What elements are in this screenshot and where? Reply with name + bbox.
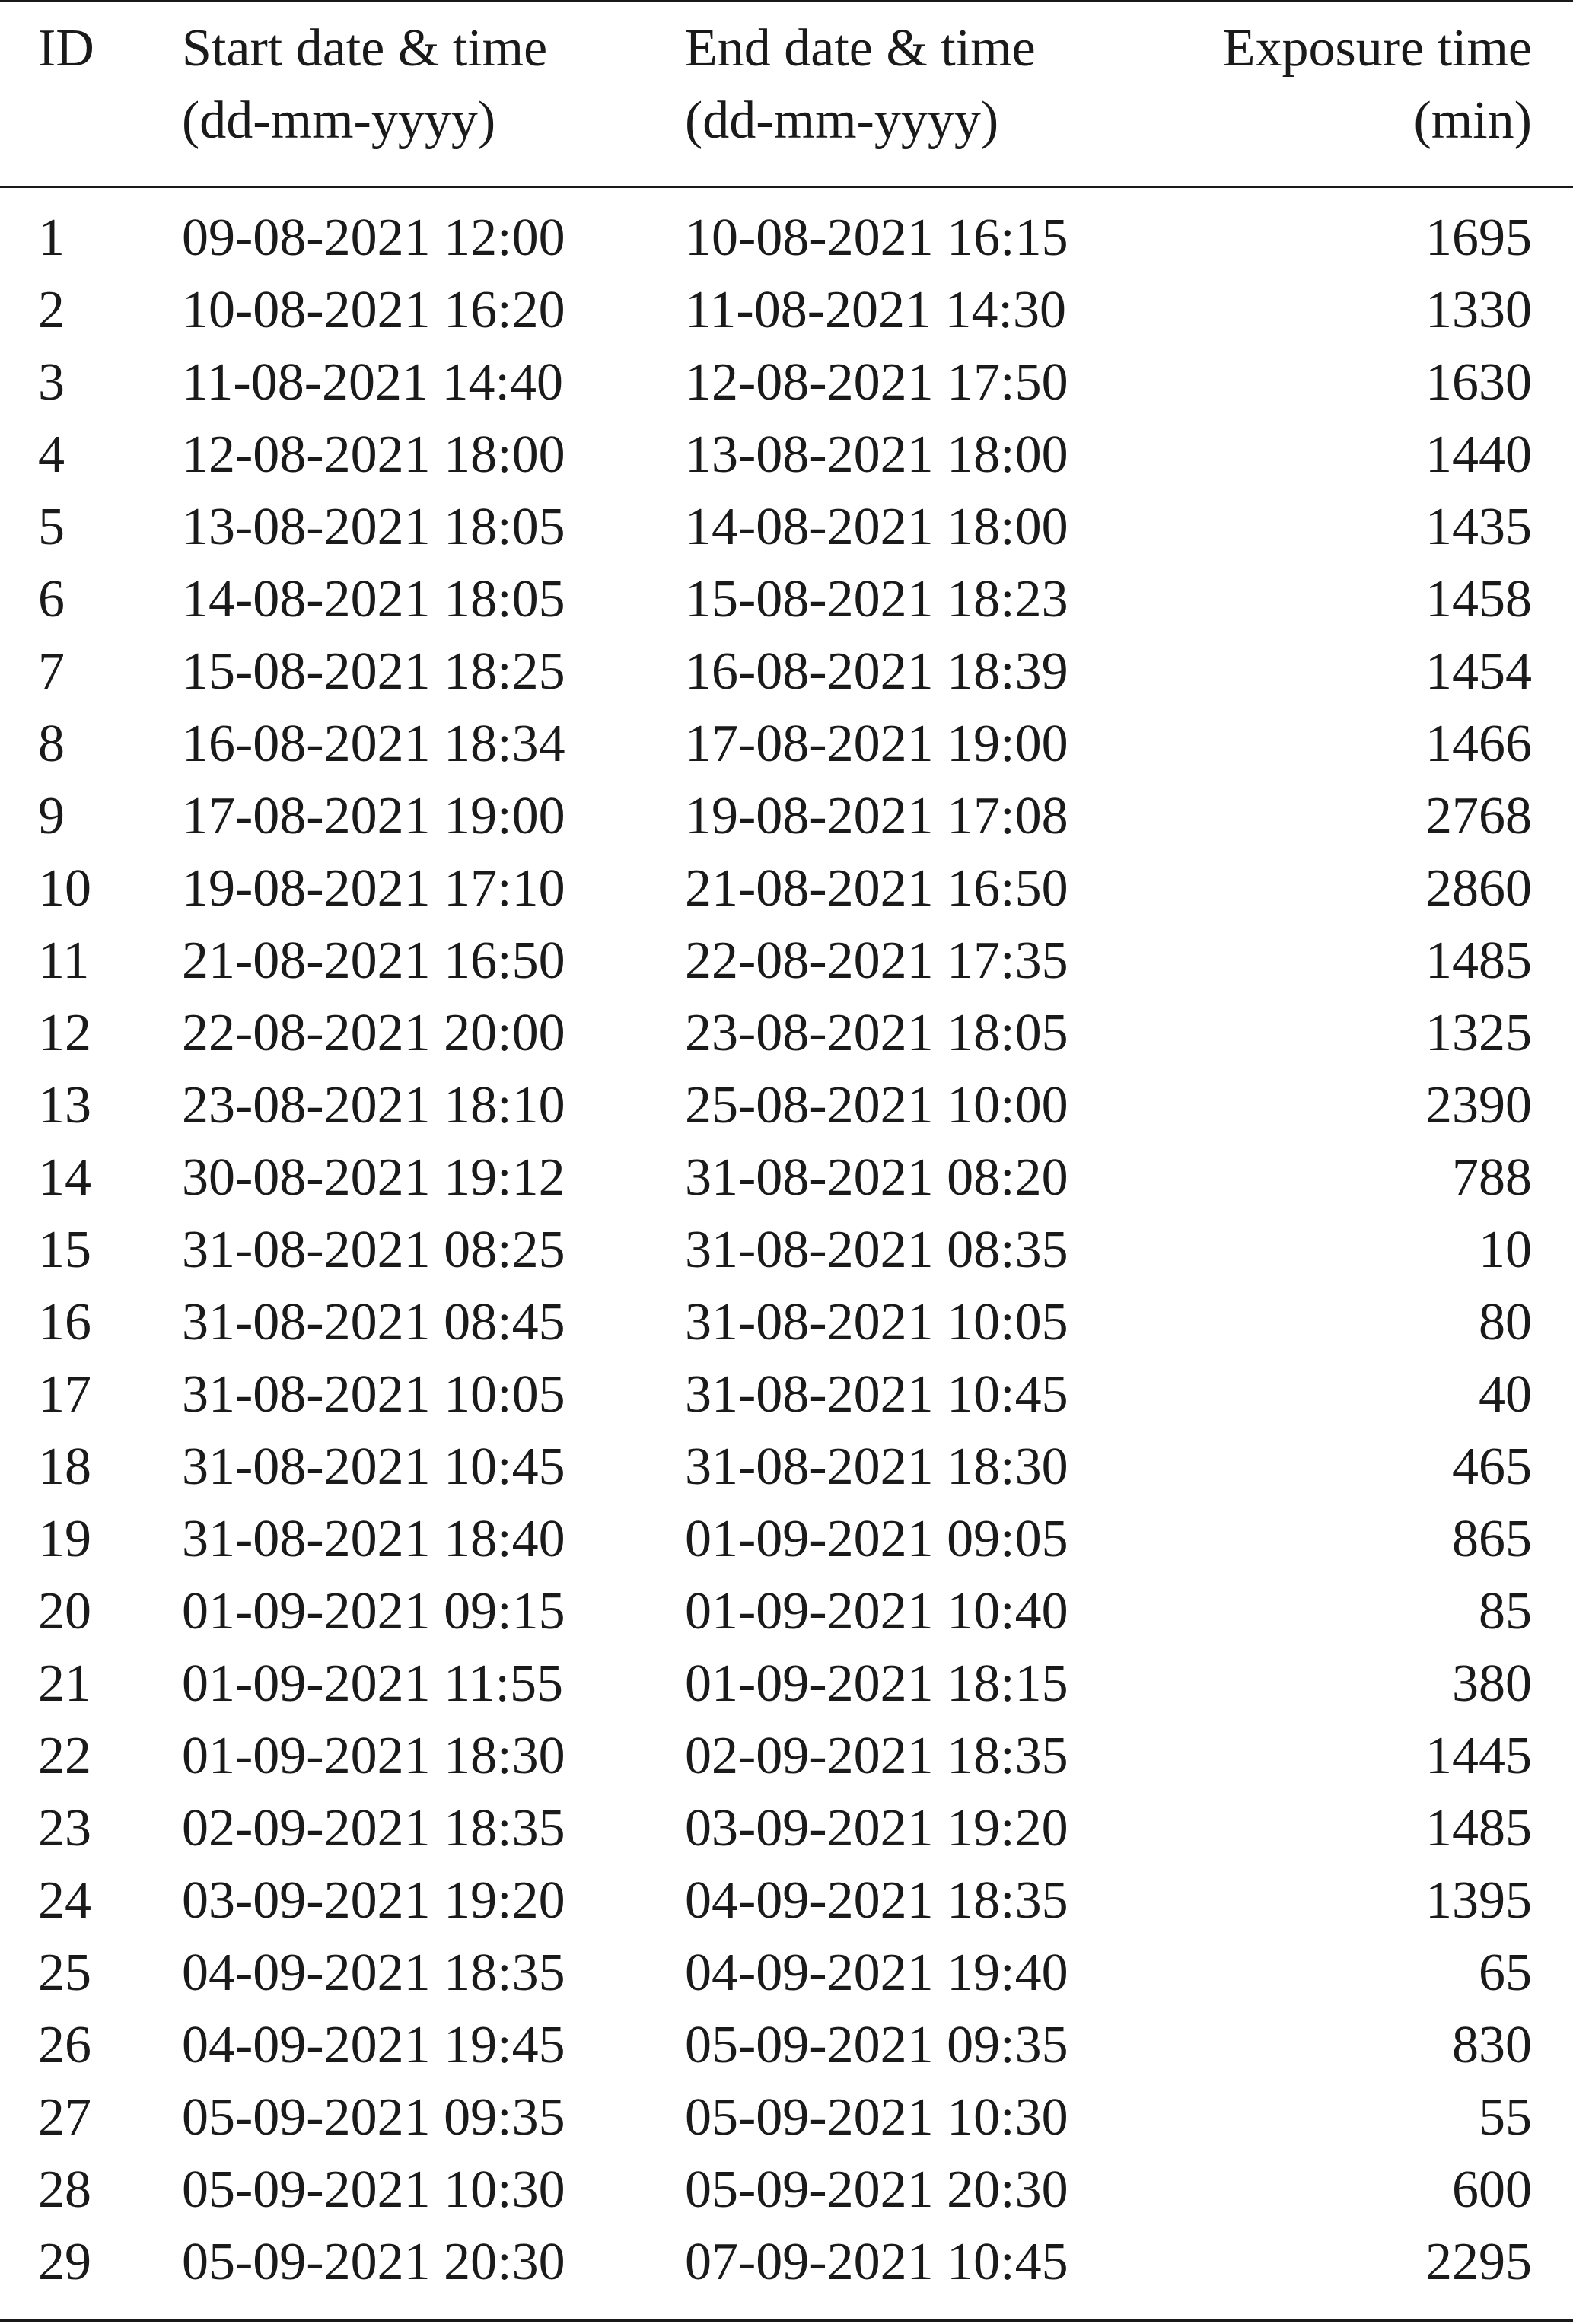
cell-end-datetime: 31-08-2021 08:20 [685, 1148, 1068, 1207]
cell-end-datetime: 31-08-2021 10:45 [685, 1365, 1068, 1424]
cell-exposure-time: 1458 [1425, 570, 1532, 629]
table-row [0, 1214, 1573, 1286]
cell-exposure-time: 1630 [1425, 353, 1532, 412]
cell-end-datetime: 07-09-2021 10:45 [685, 2233, 1068, 2291]
cell-exposure-time: 1440 [1425, 425, 1532, 484]
header-id [38, 12, 94, 84]
header-separator-rule [0, 186, 1573, 188]
cell-start-datetime: 17-08-2021 19:00 [182, 787, 565, 845]
table-row [0, 2226, 1573, 2298]
table-row [0, 202, 1573, 274]
cell-id: 10 [38, 859, 91, 918]
cell-start-datetime: 04-09-2021 18:35 [182, 1944, 565, 2002]
table-row [0, 997, 1573, 1069]
cell-id: 7 [38, 642, 65, 701]
cell-end-datetime: 25-08-2021 10:00 [685, 1076, 1068, 1135]
cell-start-datetime: 05-09-2021 10:30 [182, 2160, 565, 2219]
cell-id: 5 [38, 498, 65, 556]
header-start-date [182, 12, 547, 157]
cell-exposure-time: 10 [1479, 1221, 1532, 1279]
table-row [0, 1575, 1573, 1647]
cell-end-datetime: 05-09-2021 20:30 [685, 2160, 1068, 2219]
cell-end-datetime: 14-08-2021 18:00 [685, 498, 1068, 556]
cell-start-datetime: 12-08-2021 18:00 [182, 425, 565, 484]
cell-exposure-time: 1325 [1425, 1004, 1532, 1062]
cell-end-datetime: 22-08-2021 17:35 [685, 931, 1068, 990]
cell-exposure-time: 788 [1452, 1148, 1532, 1207]
table-row [0, 1069, 1573, 1141]
cell-id: 13 [38, 1076, 91, 1135]
cell-start-datetime: 02-09-2021 18:35 [182, 1799, 565, 1858]
cell-exposure-time: 465 [1452, 1437, 1532, 1496]
cell-end-datetime: 13-08-2021 18:00 [685, 425, 1068, 484]
cell-id: 18 [38, 1437, 91, 1496]
cell-start-datetime: 21-08-2021 16:50 [182, 931, 565, 990]
table-header [0, 12, 1573, 164]
header-end-date [685, 12, 1036, 157]
table-row [0, 563, 1573, 635]
table-row [0, 925, 1573, 997]
table-row [0, 635, 1573, 708]
cell-start-datetime: 23-08-2021 18:10 [182, 1076, 565, 1135]
table-row [0, 2154, 1573, 2226]
table-row [0, 1647, 1573, 1720]
cell-id: 15 [38, 1221, 91, 1279]
cell-start-datetime: 04-09-2021 19:45 [182, 2016, 565, 2074]
cell-id: 6 [38, 570, 65, 629]
cell-start-datetime: 15-08-2021 18:25 [182, 642, 565, 701]
cell-start-datetime: 10-08-2021 16:20 [182, 281, 565, 339]
cell-end-datetime: 11-08-2021 14:30 [685, 281, 1066, 339]
table-row [0, 1720, 1573, 1792]
cell-exposure-time: 830 [1452, 2016, 1532, 2074]
table-top-rule [0, 0, 1573, 2]
cell-exposure-time: 40 [1479, 1365, 1532, 1424]
cell-id: 1 [38, 209, 65, 267]
cell-end-datetime: 23-08-2021 18:05 [685, 1004, 1068, 1062]
cell-id: 9 [38, 787, 65, 845]
table-row [0, 780, 1573, 852]
table-bottom-rule [0, 2319, 1573, 2322]
cell-start-datetime: 03-09-2021 19:20 [182, 1871, 565, 1930]
table-row [0, 419, 1573, 491]
table-body [0, 202, 1573, 2298]
cell-exposure-time: 2390 [1425, 1076, 1532, 1135]
cell-end-datetime: 31-08-2021 10:05 [685, 1293, 1068, 1351]
table-row [0, 1431, 1573, 1503]
table-row [0, 852, 1573, 925]
cell-end-datetime: 01-09-2021 10:40 [685, 1582, 1068, 1641]
cell-start-datetime: 31-08-2021 08:45 [182, 1293, 565, 1351]
cell-end-datetime: 31-08-2021 18:30 [685, 1437, 1068, 1496]
cell-id: 4 [38, 425, 65, 484]
header-start-line-1: Start date & time [182, 19, 548, 78]
cell-start-datetime: 22-08-2021 20:00 [182, 1004, 565, 1062]
table-row [0, 2009, 1573, 2081]
table-row [0, 708, 1573, 780]
cell-end-datetime: 19-08-2021 17:08 [685, 787, 1068, 845]
cell-start-datetime: 31-08-2021 10:45 [182, 1437, 565, 1496]
cell-exposure-time: 2295 [1425, 2233, 1532, 2291]
cell-start-datetime: 14-08-2021 18:05 [182, 570, 565, 629]
header-end-line-2: (dd-mm-yyyy) [685, 91, 999, 150]
table-row [0, 1864, 1573, 1937]
cell-exposure-time: 1466 [1425, 715, 1532, 773]
cell-exposure-time: 380 [1452, 1654, 1532, 1713]
cell-exposure-time: 1445 [1425, 1727, 1532, 1785]
table-row [0, 491, 1573, 563]
cell-id: 21 [38, 1654, 91, 1713]
cell-start-datetime: 01-09-2021 09:15 [182, 1582, 565, 1641]
header-end-line-1: End date & time [685, 19, 1036, 78]
cell-id: 3 [38, 353, 65, 412]
cell-exposure-time: 55 [1479, 2088, 1532, 2147]
cell-start-datetime: 31-08-2021 10:05 [182, 1365, 565, 1424]
cell-id: 29 [38, 2233, 91, 2291]
cell-id: 25 [38, 1944, 91, 2002]
header-exposure-line-2: (min) [1413, 91, 1532, 150]
cell-end-datetime: 31-08-2021 08:35 [685, 1221, 1068, 1279]
cell-end-datetime: 05-09-2021 09:35 [685, 2016, 1068, 2074]
cell-end-datetime: 17-08-2021 19:00 [685, 715, 1068, 773]
table-row [0, 1937, 1573, 2009]
cell-id: 24 [38, 1871, 91, 1930]
cell-id: 23 [38, 1799, 91, 1858]
cell-exposure-time: 1485 [1425, 931, 1532, 990]
cell-exposure-time: 1695 [1425, 209, 1532, 267]
cell-end-datetime: 05-09-2021 10:30 [685, 2088, 1068, 2147]
cell-end-datetime: 15-08-2021 18:23 [685, 570, 1068, 629]
cell-end-datetime: 21-08-2021 16:50 [685, 859, 1068, 918]
table-row [0, 1286, 1573, 1358]
cell-start-datetime: 09-08-2021 12:00 [182, 209, 565, 267]
cell-exposure-time: 1435 [1425, 498, 1532, 556]
cell-end-datetime: 16-08-2021 18:39 [685, 642, 1068, 701]
cell-start-datetime: 11-08-2021 14:40 [182, 353, 563, 412]
cell-id: 22 [38, 1727, 91, 1785]
table-row [0, 274, 1573, 346]
cell-exposure-time: 600 [1452, 2160, 1532, 2219]
cell-end-datetime: 01-09-2021 09:05 [685, 1510, 1068, 1568]
cell-end-datetime: 03-09-2021 19:20 [685, 1799, 1068, 1858]
cell-end-datetime: 12-08-2021 17:50 [685, 353, 1068, 412]
header-exposure-time [1223, 12, 1532, 157]
cell-id: 19 [38, 1510, 91, 1568]
cell-id: 20 [38, 1582, 91, 1641]
table-row [0, 1141, 1573, 1214]
cell-id: 14 [38, 1148, 91, 1207]
cell-exposure-time: 865 [1452, 1510, 1532, 1568]
cell-start-datetime: 30-08-2021 19:12 [182, 1148, 565, 1207]
cell-id: 27 [38, 2088, 91, 2147]
cell-id: 17 [38, 1365, 91, 1424]
cell-exposure-time: 2768 [1425, 787, 1532, 845]
header-start-line-2: (dd-mm-yyyy) [182, 91, 496, 150]
table-row [0, 1792, 1573, 1864]
cell-end-datetime: 10-08-2021 16:15 [685, 209, 1068, 267]
cell-start-datetime: 31-08-2021 08:25 [182, 1221, 565, 1279]
cell-id: 8 [38, 715, 65, 773]
cell-exposure-time: 1485 [1425, 1799, 1532, 1858]
cell-exposure-time: 80 [1479, 1293, 1532, 1351]
cell-exposure-time: 2860 [1425, 859, 1532, 918]
table-row [0, 1503, 1573, 1575]
cell-exposure-time: 1330 [1425, 281, 1532, 339]
header-id-line: ID [38, 19, 94, 78]
table-row [0, 346, 1573, 419]
cell-id: 28 [38, 2160, 91, 2219]
cell-start-datetime: 05-09-2021 20:30 [182, 2233, 565, 2291]
cell-id: 12 [38, 1004, 91, 1062]
table-row [0, 1358, 1573, 1431]
cell-end-datetime: 04-09-2021 19:40 [685, 1944, 1068, 2002]
cell-start-datetime: 01-09-2021 11:55 [182, 1654, 563, 1713]
cell-exposure-time: 65 [1479, 1944, 1532, 2002]
cell-id: 2 [38, 281, 65, 339]
cell-exposure-time: 1395 [1425, 1871, 1532, 1930]
cell-exposure-time: 1454 [1425, 642, 1532, 701]
cell-id: 26 [38, 2016, 91, 2074]
cell-start-datetime: 01-09-2021 18:30 [182, 1727, 565, 1785]
cell-end-datetime: 01-09-2021 18:15 [685, 1654, 1068, 1713]
cell-start-datetime: 19-08-2021 17:10 [182, 859, 565, 918]
header-exposure-line-1: Exposure time [1222, 19, 1532, 78]
cell-id: 11 [38, 931, 90, 990]
cell-end-datetime: 02-09-2021 18:35 [685, 1727, 1068, 1785]
table-row [0, 2081, 1573, 2154]
cell-exposure-time: 85 [1479, 1582, 1532, 1641]
cell-id: 16 [38, 1293, 91, 1351]
cell-end-datetime: 04-09-2021 18:35 [685, 1871, 1068, 1930]
cell-start-datetime: 05-09-2021 09:35 [182, 2088, 565, 2147]
cell-start-datetime: 16-08-2021 18:34 [182, 715, 565, 773]
cell-start-datetime: 31-08-2021 18:40 [182, 1510, 565, 1568]
cell-start-datetime: 13-08-2021 18:05 [182, 498, 565, 556]
